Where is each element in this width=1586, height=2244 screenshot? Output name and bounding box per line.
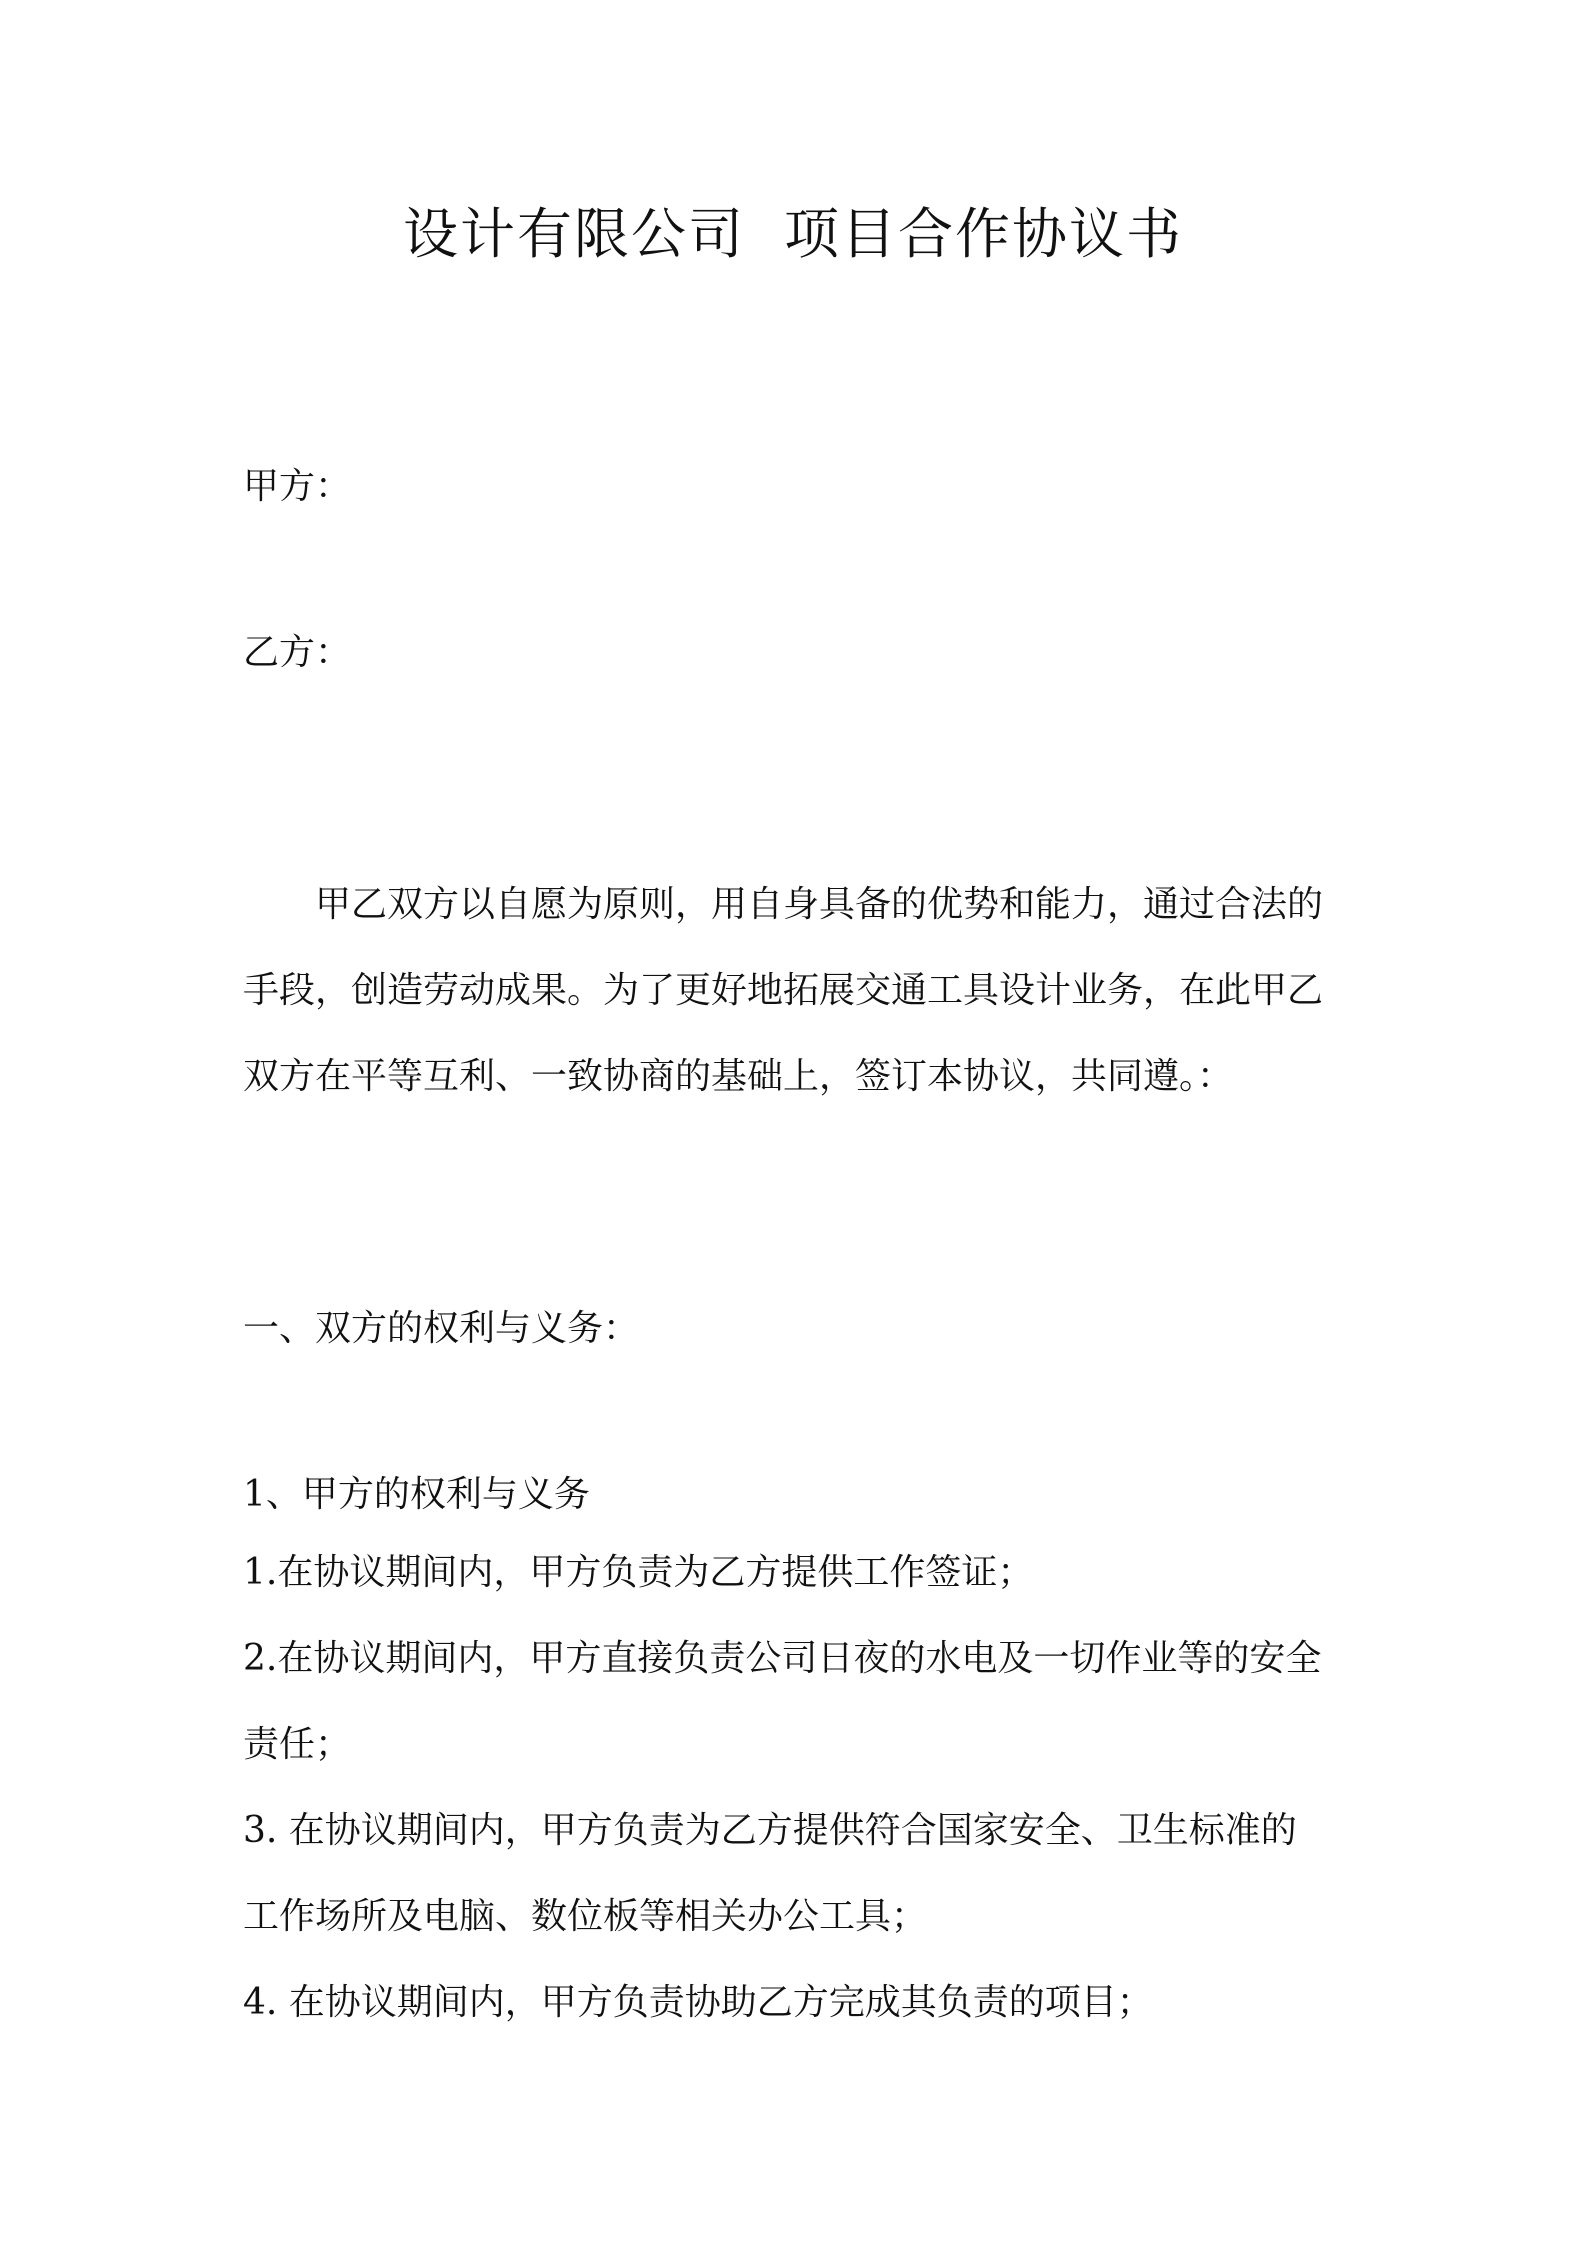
clause-line: 工作场所及电脑、数位板等相关办公工具； bbox=[243, 1896, 928, 1937]
preamble-line: 手段，创造劳动成果。为了更好地拓展交通工具设计业务，在此甲乙 bbox=[243, 970, 1324, 1011]
clause-line: 1.在协议期间内，甲方负责为乙方提供工作签证； bbox=[243, 1552, 1034, 1593]
party-b-label: 乙方： bbox=[243, 632, 352, 673]
preamble-line: 双方在平等互利、一致协商的基础上，签订本协议，共同遵。： bbox=[243, 1056, 1234, 1097]
subsection-heading: 1、甲方的权利与义务 bbox=[243, 1474, 590, 1515]
clause-line: 责任； bbox=[243, 1724, 352, 1765]
clause-line: 3. 在协议期间内，甲方负责为乙方提供符合国家安全、卫生标准的 bbox=[243, 1810, 1297, 1851]
section-heading: 一、双方的权利与义务： bbox=[243, 1308, 640, 1349]
party-a-label: 甲方： bbox=[243, 466, 352, 507]
document-title: 设计有限公司 项目合作协议书 bbox=[403, 202, 1183, 266]
preamble-line: 甲乙双方以自愿为原则，用自身具备的优势和能力，通过合法的 bbox=[315, 884, 1324, 925]
clause-line: 4. 在协议期间内，甲方负责协助乙方完成其负责的项目； bbox=[243, 1982, 1153, 2023]
clause-line: 2.在协议期间内，甲方直接负责公司日夜的水电及一切作业等的安全 bbox=[243, 1638, 1322, 1679]
